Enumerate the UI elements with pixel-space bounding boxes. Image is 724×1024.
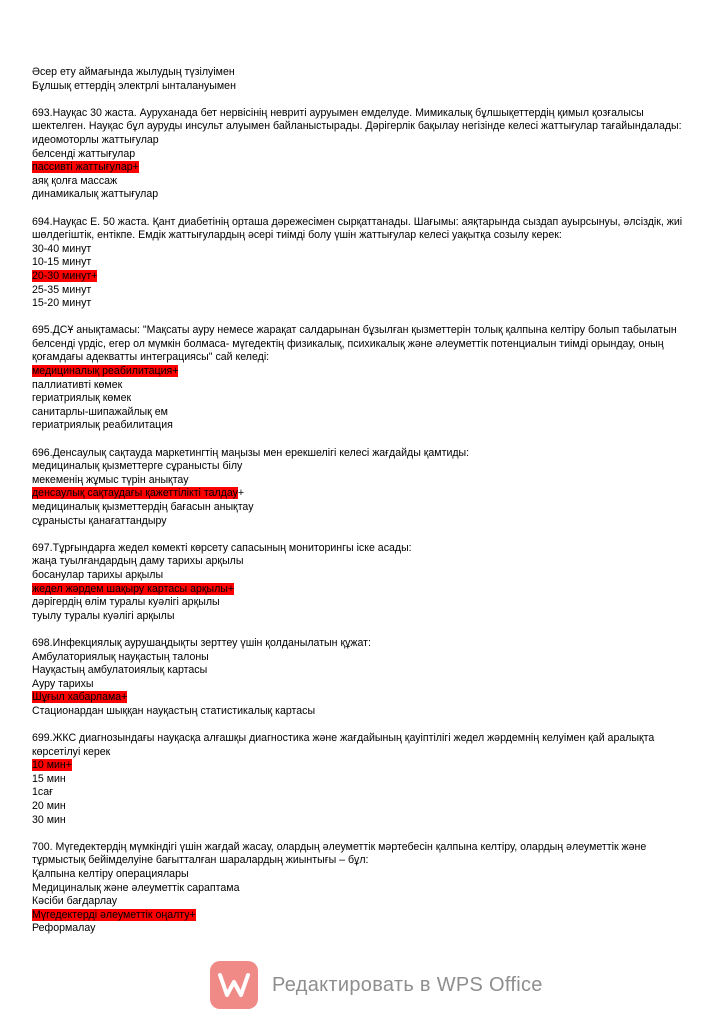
answer-option-correct xyxy=(32,583,692,597)
question-block xyxy=(32,216,692,325)
answer-option xyxy=(32,868,692,882)
answer-option xyxy=(32,882,692,896)
answer-option xyxy=(32,243,692,257)
answer-option-text: Қалпына келтіру операциялары xyxy=(32,868,189,881)
answer-option-text: жаңа туылғандардың даму тарихы арқылы xyxy=(32,555,244,568)
wps-logo-icon[interactable] xyxy=(210,961,258,1009)
answer-option-correct xyxy=(32,487,692,501)
answer-option-text: босанулар тарихы арқылы xyxy=(32,568,164,581)
document-body xyxy=(32,66,692,936)
answer-option-text: Науқастың амбулатоиялық картасы xyxy=(32,664,208,677)
question-block xyxy=(32,732,692,841)
answer-option xyxy=(32,610,692,624)
answer-option-text: Амбулаториялық науқастың талоны xyxy=(32,650,209,663)
answer-option-text: Ауру тарихы xyxy=(32,677,94,690)
answer-option xyxy=(32,555,692,569)
answer-option-text: сұранысты қанағаттандыру xyxy=(32,514,167,527)
answer-option-text: Медициналық және әлеуметтік сараптама xyxy=(32,881,240,894)
question-block xyxy=(32,542,692,637)
question-text: 697.Тұрғындарға жедел көмекті көрсету сапасының мониторингы іске асады: xyxy=(32,541,412,554)
answer-option-text: 10 мин+ xyxy=(32,759,72,772)
answer-option-text: денсаулық сақтаудағы қажеттілікті талдау xyxy=(32,487,238,500)
answer-option-text: дәрігердің өлім туралы куәлігі арқылы xyxy=(32,596,220,609)
intro-line: Әсер ету аймағында жылудың түзілуімен xyxy=(32,66,235,78)
answer-option-text: мекеменің жұмыс түрін анықтау xyxy=(32,473,189,486)
answer-option-text: пассивті жаттығулар+ xyxy=(32,161,139,174)
question-text: 694.Науқас Е. 50 жаста. Қант диабетінің орташа дәрежесімен сырқаттанады. Шағымы: аяқтарында сыздап ауырсынуы, әлсіздік, жиі шөлдегіштік, ентікпе. Емдік жаттығулардың әсері тиімді болу үшін жаттығулар келесі уақытқа созылу керек: xyxy=(32,215,683,242)
question-text: 699.ЖКС диагнозындағы науқасқа алғашқы диагностика және жағдайының қауіптілігі жедел жәрдемнің келуімен қай аралықта көрсетілуі керек xyxy=(32,732,655,758)
answer-option xyxy=(32,284,692,298)
answer-option xyxy=(32,392,692,406)
answer-option xyxy=(32,419,692,433)
answer-option-text: паллиативті көмек xyxy=(32,378,123,391)
answer-option xyxy=(32,800,692,814)
answer-option xyxy=(32,569,692,583)
answer-option-text: медициналық қызметтерге сұранысты білу xyxy=(32,460,243,473)
answer-option xyxy=(32,922,692,936)
answer-option-text: 30 мин xyxy=(32,813,66,826)
answer-option-text: 30-40 минут xyxy=(32,242,92,255)
answer-option-text: Мүгедектерді әлеуметтік оңалту+ xyxy=(32,908,196,921)
answer-option xyxy=(32,474,692,488)
answer-option xyxy=(32,134,692,148)
question-text: 700. Мүгедектердің мүмкіндігі үшін жағдай жасау, олардың әлеуметтік мәртебесін қалпына келтіру, олардың әлеуметтік және тұрмыстық бейімделуіне бағытталған шаралардың жиынтығы – бұл: xyxy=(32,840,647,867)
answer-option xyxy=(32,297,692,311)
answer-option-text: гериатриялық көмек xyxy=(32,392,132,405)
answer-option xyxy=(32,379,692,393)
answer-option-text: идеомоторлы жаттығулар xyxy=(32,133,159,146)
answer-option-text: санитарлы-шипажайлық ем xyxy=(32,405,168,418)
answer-option xyxy=(32,786,692,800)
answer-option-text: Шұғыл хабарлама+ xyxy=(32,691,128,704)
question-list xyxy=(32,107,692,936)
answer-option xyxy=(32,515,692,529)
answer-option-correct xyxy=(32,909,692,923)
answer-option xyxy=(32,596,692,610)
answer-option-text: 1сағ xyxy=(32,786,53,799)
answer-option xyxy=(32,705,692,719)
answer-option-correct xyxy=(32,365,692,379)
answer-option-text: 15 мин xyxy=(32,772,66,785)
answer-option-text: Реформалау xyxy=(32,922,96,935)
answer-option xyxy=(32,664,692,678)
question-block xyxy=(32,841,692,936)
answer-option-text: аяқ қолға массаж xyxy=(32,174,118,187)
answer-option-text: 20-30 минут+ xyxy=(32,269,98,282)
answer-option-text: медициналық реабилитация+ xyxy=(32,365,179,378)
question-text: 696.Денсаулық сақтауда маркетингтің маңызы мен ерекшелігі келесі жағдайды қамтиды: xyxy=(32,446,470,459)
answer-option xyxy=(32,148,692,162)
answer-option-text: туылу туралы куәлігі арқылы xyxy=(32,609,175,622)
answer-option xyxy=(32,188,692,202)
answer-option-text: жедел жәрдем шақыру картасы арқылы+ xyxy=(32,582,235,595)
answer-option-correct xyxy=(32,691,692,705)
question-text: 693.Науқас 30 жаста. Ауруханада бет нервісінің невриті ауруымен емделуде. Мимикалық бұлшықеттердің қимыл қозғалысы шектелген. Науқас бұл ауруды инсульт алуымен байланыстырады. Дәрігерлік бақылау негізінде келесі жаттығулар тағайындалады: xyxy=(32,106,682,133)
answer-option-text: медициналық қызметтердің бағасын анықтау xyxy=(32,501,254,513)
answer-option-correct xyxy=(32,161,692,175)
intro-line: Бұлшық еттердің электрлі ынталануымен xyxy=(32,79,236,92)
answer-option-text: 20 мин xyxy=(32,800,66,813)
answer-option xyxy=(32,460,692,474)
answer-option xyxy=(32,406,692,420)
answer-option-correct xyxy=(32,270,692,284)
answer-option-correct xyxy=(32,759,692,773)
answer-option-text: 25-35 минут xyxy=(32,283,92,296)
answer-option xyxy=(32,501,692,515)
answer-option-text: Стационардан шыққан науқастың статистикалық картасы xyxy=(32,704,316,717)
answer-option-suffix: + xyxy=(237,487,245,500)
question-block xyxy=(32,447,692,542)
question-text: 695.ДСҰ анықтамасы: "Мақсаты ауру немесе жарақат салдарынан бұзылған қызметтерін толық қалпына келтіру болып табылатын белсенді үрдіс, егер ол мүмкін болмаса- мүгедектің физикалық, психикалық және әлеуметтік потенциалын тиімді орындау, оның қоғамдағы адекватты интеграциясы" сай келеді: xyxy=(32,324,677,364)
answer-option-text: 10-15 минут xyxy=(32,256,92,269)
answer-option-text: Кәсіби бағдарлау xyxy=(32,895,118,908)
answer-option xyxy=(32,895,692,909)
answer-option-text: 15-20 минут xyxy=(32,297,92,310)
question-text: 698.Инфекциялық аурушаңдықты зерттеу үшін қолданылатын құжат: xyxy=(32,636,371,649)
answer-option xyxy=(32,651,692,665)
answer-option-text: гериатриялық реабилитация xyxy=(32,419,173,432)
question-block xyxy=(32,324,692,446)
answer-option xyxy=(32,814,692,828)
wps-edit-label[interactable]: Редактировать в WPS Office xyxy=(272,973,543,996)
answer-option xyxy=(32,678,692,692)
question-block xyxy=(32,107,692,216)
answer-option xyxy=(32,256,692,270)
answer-option xyxy=(32,773,692,787)
answer-option-text: белсенді жаттығулар xyxy=(32,147,136,160)
answer-option-text: динамикалық жаттығулар xyxy=(32,188,159,201)
answer-option xyxy=(32,175,692,189)
wps-edit-banner[interactable] xyxy=(210,961,543,1009)
question-block xyxy=(32,637,692,732)
